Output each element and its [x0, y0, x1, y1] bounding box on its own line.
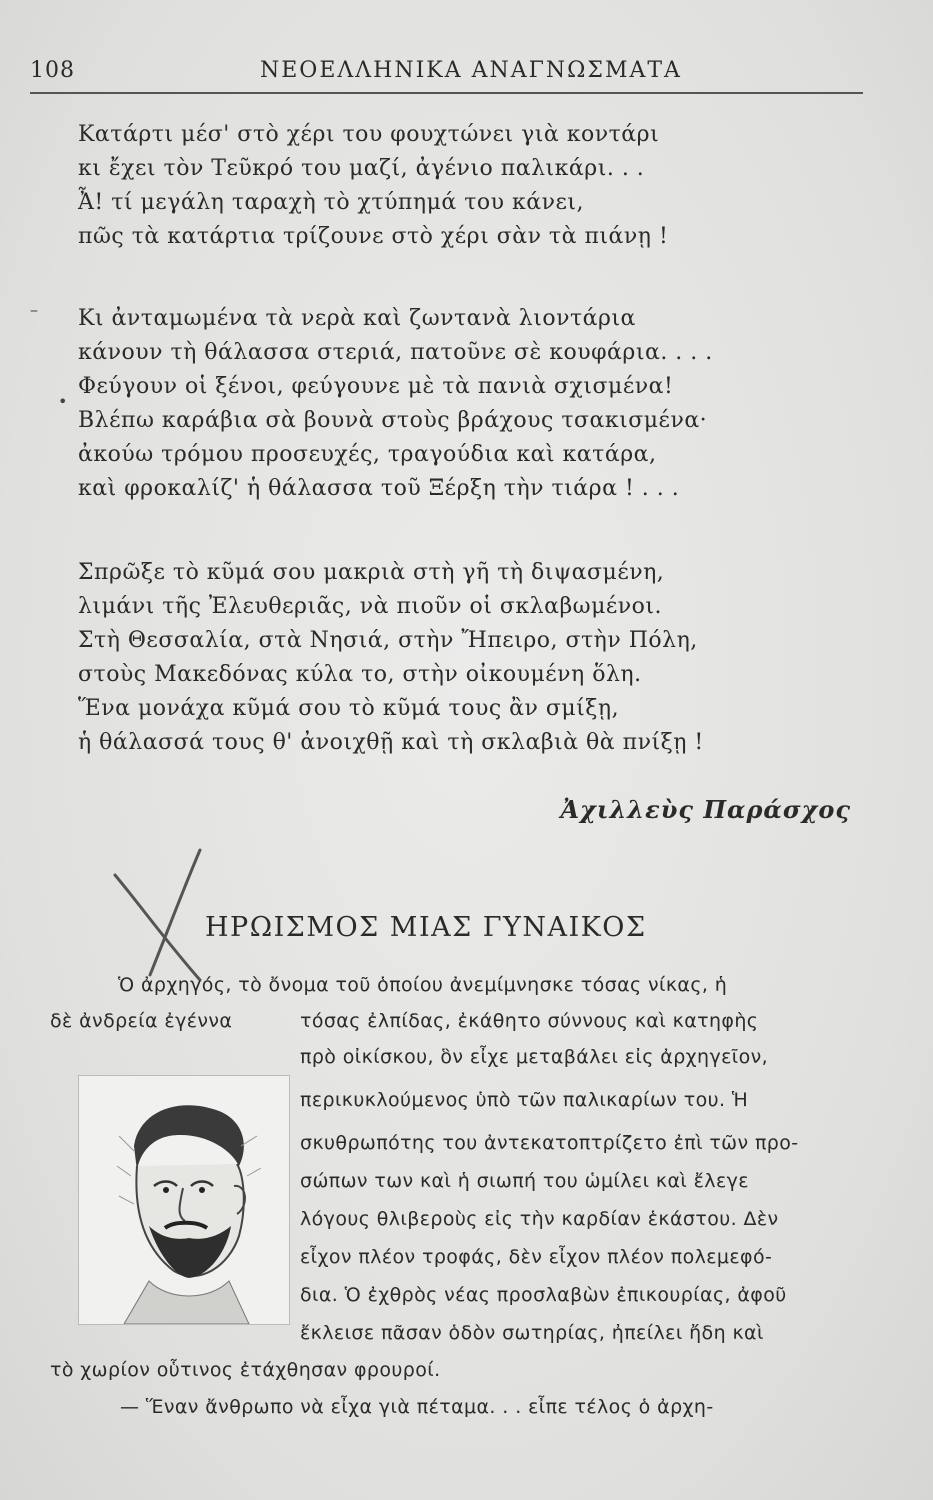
verse-line: Φεύγουν οἱ ξένοι, φεύγουνε μὲ τὰ πανιὰ σχισμένα! [78, 374, 674, 399]
verse-line: Σπρῶξε τὸ κῦμά σου μακριὰ στὴ γῆ τὴ διψασμένη, [78, 560, 665, 585]
prose-line: σώπων των καὶ ἡ σιωπή του ὡμίλει καὶ ἔλεγε [300, 1170, 749, 1192]
prose-line: Ὁ ἀρχηγός, τὸ ὄνομα τοῦ ὁποίου ἀνεμίμνησκε τόσας νίκας, ἡ [118, 974, 728, 996]
margin-dash: – [30, 300, 38, 319]
verse-line: ἡ θάλασσά τους θ' ἀνοιχθῇ καὶ τὴ σκλαβιὰ θὰ πνίξῃ ! [78, 730, 704, 755]
poem-stanza-2 [78, 302, 858, 506]
prose-line: λόγους θλιβεροὺς εἰς τὴν καρδίαν ἑκάστου. Δὲν [300, 1208, 779, 1230]
verse-line: Κι ἀνταμωμένα τὰ νερὰ καὶ ζωντανὰ λιοντάρια [78, 306, 636, 331]
margin-dot: • [58, 392, 68, 411]
verse-line: Στὴ Θεσσαλία, στὰ Νησιά, στὴν Ἤπειρο, στὴν Πόλη, [78, 628, 698, 653]
prose-line: πρὸ οἰκίσκου, ὃν εἶχε μεταβάλει εἰς ἀρχηγεῖον, [300, 1046, 769, 1068]
prose-line: σκυθρωπότης του ἀντεκατοπτρίζετο ἐπὶ τῶν προ- [300, 1132, 799, 1154]
poem-author: Ἀχιλλεὺς Παράσχος [560, 795, 851, 824]
prose-line: τόσας ἐλπίδας, ἐκάθητο σύννους καὶ κατηφὴς [300, 1010, 759, 1032]
prose-line: τὸ χωρίον οὗτινος ἐτάχθησαν φρουροί. [50, 1359, 441, 1381]
pencil-x-mark [105, 845, 215, 985]
verse-line: Κατάρτι μέσ' στὸ χέρι του φουχτώνει γιὰ κοντάρι [78, 122, 660, 147]
poem-stanza-3 [78, 556, 858, 760]
verse-line: ἀκούω τρόμου προσευχές, τραγούδια καὶ κατάρα, [78, 442, 657, 467]
poem-stanza-1 [78, 118, 858, 254]
verse-line: Ἕνα μονάχα κῦμά σου τὸ κῦμά τους ἂν σμίξῃ, [78, 696, 620, 721]
page-number: 108 [30, 58, 75, 83]
portrait-image [78, 1075, 290, 1325]
prose-line: — Ἕναν ἄνθρωπο νὰ εἶχα γιὰ πέταμα. . . εἶπε τέλος ὁ ἀρχη- [120, 1396, 714, 1418]
prose-line: εἶχον πλέον τροφάς, δὲν εἶχον πλέον πολεμεφό- [300, 1246, 773, 1268]
verse-line: πῶς τὰ κατάρτια τρίζουνε στὸ χέρι σὰν τὰ πιάνῃ ! [78, 224, 669, 249]
verse-line: Ἆ! τί μεγάλη ταραχὴ τὸ χτύπημά του κάνει, [78, 190, 585, 215]
verse-line: λιμάνι τῆς Ἐλευθεριᾶς, νὰ πιοῦν οἱ σκλαβωμένοι. [78, 594, 663, 619]
verse-line: καὶ φροκαλίζ' ἡ θάλασσα τοῦ Ξέρξη τὴν τιάρα ! . . . [78, 476, 680, 501]
verse-line: Βλέπω καράβια σὰ βουνὰ στοὺς βράχους τσακισμένα· [78, 408, 708, 433]
prose-line: δια. Ὁ ἐχθρὸς νέας προσλαβὼν ἐπικουρίας, ἀφοῦ [300, 1284, 787, 1306]
page-header [30, 56, 863, 94]
portrait-drawing [79, 1076, 289, 1324]
prose-line: περικυκλούμενος ὑπὸ τῶν παλικαρίων του. Ἡ [300, 1089, 749, 1111]
verse-line: κάνουν τὴ θάλασσα στεριά, πατοῦνε σὲ κουφάρια. . . . [78, 340, 713, 365]
prose-line: δὲ ἀνδρεία ἐγέννα [50, 1010, 233, 1032]
prose-line: ἔκλεισε πᾶσαν ὁδὸν σωτηρίας, ἠπείλει ἤδη καὶ [300, 1322, 764, 1344]
verse-line: στοὺς Μακεδόνας κύλα το, στὴν οἰκουμένη ὅλη. [78, 662, 642, 687]
verse-line: κι ἔχει τὸν Τεῦκρό του μαζί, ἀγένιο παλικάρι. . . [78, 156, 645, 181]
running-title: ΝΕΟΕΛΛΗΝΙΚΑ ΑΝΑΓΝΩΣΜΑΤΑ [260, 58, 682, 83]
section-title: ΗΡΩΙΣΜΟΣ ΜΙΑΣ ΓΥΝΑΙΚΟΣ [205, 912, 647, 943]
